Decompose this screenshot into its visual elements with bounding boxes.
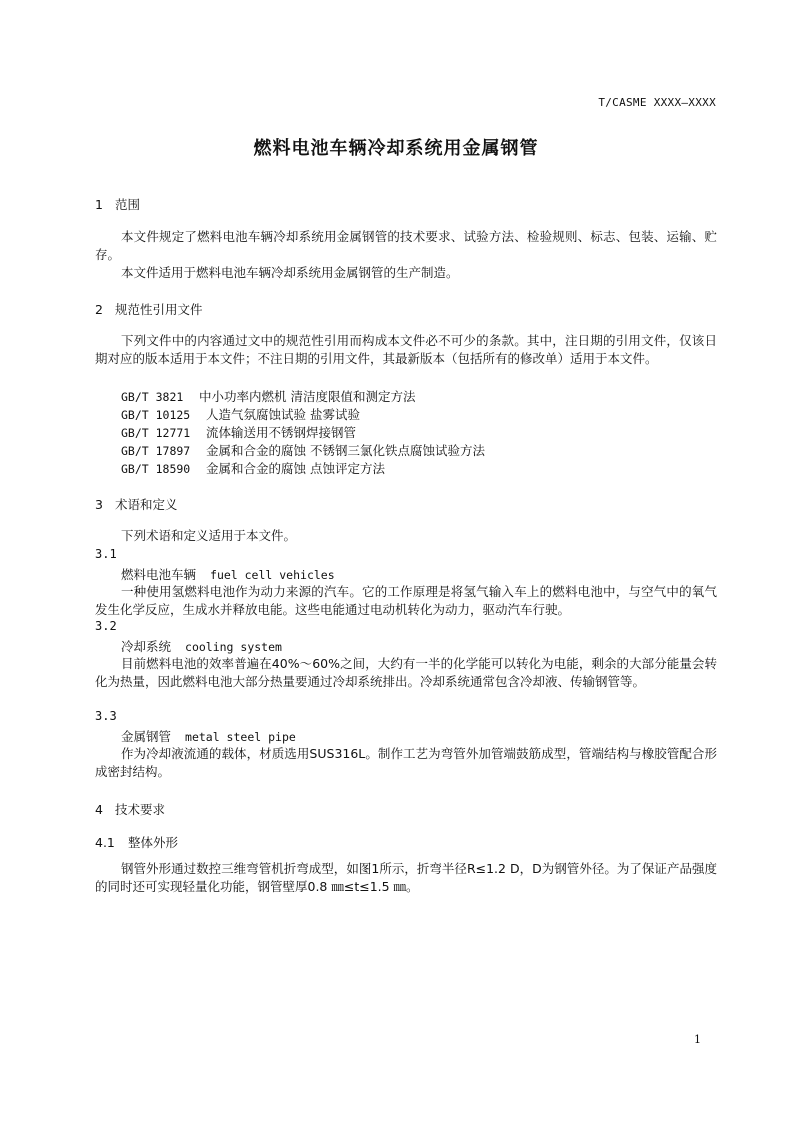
document-title: 燃料电池车辆冷却系统用金属钢管 xyxy=(253,138,539,159)
normative-paragraph: 下列文件中的内容通过文中的规范性引用而构成本文件必不可少的条款。其中，注日期的引用文件，仅该日期对应的版本适用于本文件；不注日期的引用文件，其最新版本（包括所有的修改单）适用于本文件。 xyxy=(95,333,717,366)
section-title: 规范性引用文件 xyxy=(115,302,203,317)
reference-title: 人造气氛腐蚀试验 盐雾试验 xyxy=(206,407,360,422)
section-title: 术语和定义 xyxy=(115,497,178,512)
reference-title: 金属和合金的腐蚀 点蚀评定方法 xyxy=(206,461,385,476)
section-heading-normative xyxy=(95,300,203,318)
term-number: 3.3 xyxy=(95,709,117,723)
term-number: 3.2 xyxy=(95,619,117,633)
reference-item xyxy=(121,387,415,405)
reference-code: GB/T 17897 xyxy=(121,444,191,458)
section-number: 3 xyxy=(95,497,103,512)
section-title: 范围 xyxy=(115,197,141,212)
term-number: 3.1 xyxy=(95,547,117,561)
subsection-title: 整体外形 xyxy=(128,835,179,850)
reference-code: GB/T 12771 xyxy=(121,426,191,440)
scope-paragraph-1: 本文件规定了燃料电池车辆冷却系统用金属钢管的技术要求、试验方法、检验规则、标志、包装、运输、贮存。 xyxy=(95,229,717,262)
reference-code: GB/T 3821 xyxy=(121,390,184,404)
term-zh: 金属钢管 xyxy=(121,729,172,744)
term-entry xyxy=(121,727,296,745)
term-en: metal steel pipe xyxy=(185,730,296,744)
reference-title: 中小功率内燃机 清洁度限值和测定方法 xyxy=(199,389,416,404)
term-zh: 燃料电池车辆 xyxy=(121,567,197,582)
reference-item xyxy=(121,459,385,477)
reference-code: GB/T 18590 xyxy=(121,462,191,476)
standard-number: T/CASME XXXX—XXXX xyxy=(598,96,716,109)
section-heading-terms xyxy=(95,495,178,513)
section-title: 技术要求 xyxy=(115,802,166,817)
section-heading-tech xyxy=(95,800,165,818)
section-number: 4 xyxy=(95,802,103,817)
section-number: 1 xyxy=(95,197,103,212)
term-en: cooling system xyxy=(185,640,282,654)
reference-title: 金属和合金的腐蚀 不锈钢三氯化铁点腐蚀试验方法 xyxy=(206,443,485,458)
subsection-heading xyxy=(95,833,178,851)
term-definition: 目前燃料电池的效率普遍在40%～60%之间，大约有一半的化学能可以转化为电能，剩余的大部分能量会转化为热量，因此燃料电池大部分热量要通过冷却系统排出。冷却系统通常包含冷却液、传输钢管等。 xyxy=(95,656,717,689)
term-entry xyxy=(121,637,282,655)
reference-code: GB/T 10125 xyxy=(121,408,191,422)
reference-item xyxy=(121,405,360,423)
reference-title: 流体输送用不锈钢焊接钢管 xyxy=(206,425,357,440)
reference-item xyxy=(121,441,485,459)
term-en: fuel cell vehicles xyxy=(210,568,335,582)
section-number: 2 xyxy=(95,302,103,317)
shape-paragraph: 钢管外形通过数控三维弯管机折弯成型，如图1所示，折弯半径R≤1.2 D，D为钢管外径。为了保证产品强度的同时还可实现轻量化功能，钢管壁厚0.8 ㎜≤t≤1.5 ㎜。 xyxy=(95,861,717,894)
terms-intro-paragraph: 下列术语和定义适用于本文件。 xyxy=(121,528,297,543)
page-number: 1 xyxy=(694,1033,701,1046)
term-entry xyxy=(121,565,335,583)
section-heading-scope xyxy=(95,195,140,213)
term-definition: 作为冷却液流通的载体，材质选用SUS316L。制作工艺为弯管外加管端鼓筋成型，管端结构与橡胶管配合形成密封结构。 xyxy=(95,746,717,779)
reference-item xyxy=(121,423,356,441)
scope-paragraph-2: 本文件适用于燃料电池车辆冷却系统用金属钢管的生产制造。 xyxy=(121,265,459,280)
term-definition: 一种使用氢燃料电池作为动力来源的汽车。它的工作原理是将氢气输入车上的燃料电池中，与空气中的氧气发生化学反应，生成水并释放电能。这些电能通过电动机转化为动力，驱动汽车行驶。 xyxy=(95,584,717,617)
term-zh: 冷却系统 xyxy=(121,639,172,654)
subsection-number: 4.1 xyxy=(95,835,115,850)
